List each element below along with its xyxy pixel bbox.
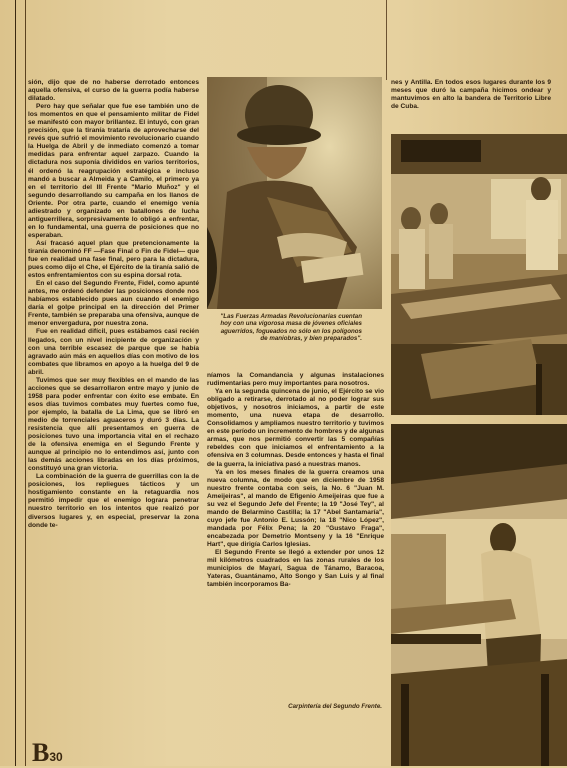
magazine-logo-letter: B — [32, 738, 50, 767]
paragraph: níamos la Comandancia y algunas instalaciones rudimentarias pero muy importantes para nosotros. — [207, 372, 384, 388]
paragraph: La combinación de la guerra de guerrillas con la de posiciones, los repliegues tácticos y un hostigamiento constante en la retaguardia nos permitió impedir que el enemigo lograra penetrar nuestro territorio en los intentos que realizó por diversos lugares y, en especial, preservar la zona donde te- — [28, 473, 199, 529]
paragraph: El Segundo Frente se llegó a extender por unos 12 mil kilómetros cuadrados en las zonas rurales de los municipios de Mayarí, Sagua de Tánamo, Baracoa, Yateras, Guantánamo, Alto Songo y San Luis y al final también incorporamos Ba- — [207, 549, 384, 589]
soldier-photo — [207, 77, 382, 309]
paragraph: Tuvimos que ser muy flexibles en el mando de las acciones que se desarrollaron entre mayo y junio de 1958 para poder enfrentar con éxito ese embate. En esos días tuvimos combates muy fuertes como fue, por ejemplo, la batalla de La Lima, que se libró en medio de torrenciales aguaceros y duró 3 días. La resistencia que allí presentamos en guerra de posiciones tuvo una importancia vital en el rechazo de la ofensiva enemiga en el Segundo Frente y aunque al principio no lo entendimos así, junto con las demás acciones libradas en los días próximos, constituyó una gran victoria. — [28, 376, 199, 473]
paragraph: Pero hay que señalar que fue ese también uno de los momentos en que el pensamiento militar de Fidel se manifestó con mayor brillantez. El intuyó, con gran precisión, que la tiranía trataría de aprovecharse del revés que sufrió el movimiento revolucionario cuando la Huelga de Abril y de inmediato comenzó a tomar medidas para enfrentar aquel zarpazo. Cuando la dictadura nos suponía divididos en varios territorios, él ordenó la reagrupación estratégica e incluso mandó a buscar a Almeida y a Camilo, el primero ya en el territorio del III Frente "Mario Muñoz" y el segundo desarrollando su campaña en los llanos de Oriente. Por otra parte, cuando el enemigo venía adiestrado y organizado en batallones de lucha antiguerrillera, sorpresivamente lo obligó a enfrentar, en lo fundamental, una guerra de posiciones que no esperaban. — [28, 103, 199, 239]
paragraph: Ya en los meses finales de la guerra creamos una nueva columna, de modo que en diciembre de 1958 nuestro frente contaba con seis, la No. 6 "Juan M. Ameijeiras", al mando de Efigenio Ameijeiras que fue a su vez el Segundo Jefe del Frente; la 19 "José Tey", al mando de Belarmino Castilla; la 17 "Abel Santamaría", cuyo jefe fue Antonio E. Lussón; la 18 "Nico López", mandada por Félix Pena; la 20 "Gustavo Fraga", encabezada por Demetrio Montseny y la 16 "Enrique Hart", que dirigía Carlos Iglesias. — [207, 468, 384, 548]
page-edge-line — [15, 0, 16, 766]
paragraph: nes y Antilla. En todos esos lugares durante los 9 meses que duró la campaña hicimos ondear y mantuvimos en alto la bandera de Territorio Libre de Cuba. — [391, 79, 551, 111]
article-column-3 — [391, 79, 551, 129]
carpenter-photo — [391, 424, 567, 766]
article-column-2 — [207, 372, 384, 690]
page-number — [32, 738, 63, 768]
photo-caption: "Las Fuerzas Armadas Revolucionarias cuentan hoy con una vigorosa masa de jóvenes oficiales aguerridos, fogueados no sólo en los polígonos de maniobras, y bien preparados". — [220, 313, 362, 343]
paragraph: sión, dijo que de no haberse derrotado entonces aquella ofensiva, el curso de la guerra podía haberse dilatado. — [28, 79, 199, 103]
page-number-value: 30 — [49, 750, 63, 764]
paragraph: Ya en la segunda quincena de junio, el Ejército se vio obligado a retirarse, derrotado al no poder lograr sus objetivos, y nosotros iniciamos, a partir de este momento, una nueva etapa de desarrollo. Consolidamos y ampliamos nuestro territorio y tuvimos en este período un incremento de hombres y de algunas armas, que nos permitió convertir las 5 compañías rebeldes con que iniciamos el enfrentamiento a la ofensiva en 3 columnas. Desde entonces y hasta el final de la guerra, la iniciativa pasó a nuestras manos. — [207, 388, 384, 468]
paragraph: Así fracasó aquel plan que pretencionamente la tiranía denominó FF —Fase Final o Fin de Fidel— que fue en realidad una fase final, pero para la dictadura, pues como dijo el Che, el Ejército de la tiranía salió de estos enfrentamientos con su espina dorsal rota. — [28, 239, 199, 280]
paragraph: En el caso del Segundo Frente, Fidel, como apunté antes, me ordenó defender las posiciones donde nos habíamos establecido pues aun cuando el enemigo daría el golpe principal en la dirección del Primer Frente, también se preparaba una ofensiva, aunque de menor envergadura, por nuestra zona. — [28, 280, 199, 328]
paragraph: Fue en realidad difícil, pues estábamos casi recién llegados, con un nivel incipiente de organización y con una terrible escasez de parque que se había agravado aún más en aquellos días con motivo de los combates que libramos en apoyo a la huelga del 9 de abril. — [28, 328, 199, 376]
article-column-1 — [28, 79, 199, 725]
column-divider — [386, 0, 387, 80]
photo-caption: Carpintería del Segundo Frente. — [288, 703, 382, 710]
workshop-photo — [391, 134, 567, 415]
page-edge-line — [25, 0, 26, 766]
